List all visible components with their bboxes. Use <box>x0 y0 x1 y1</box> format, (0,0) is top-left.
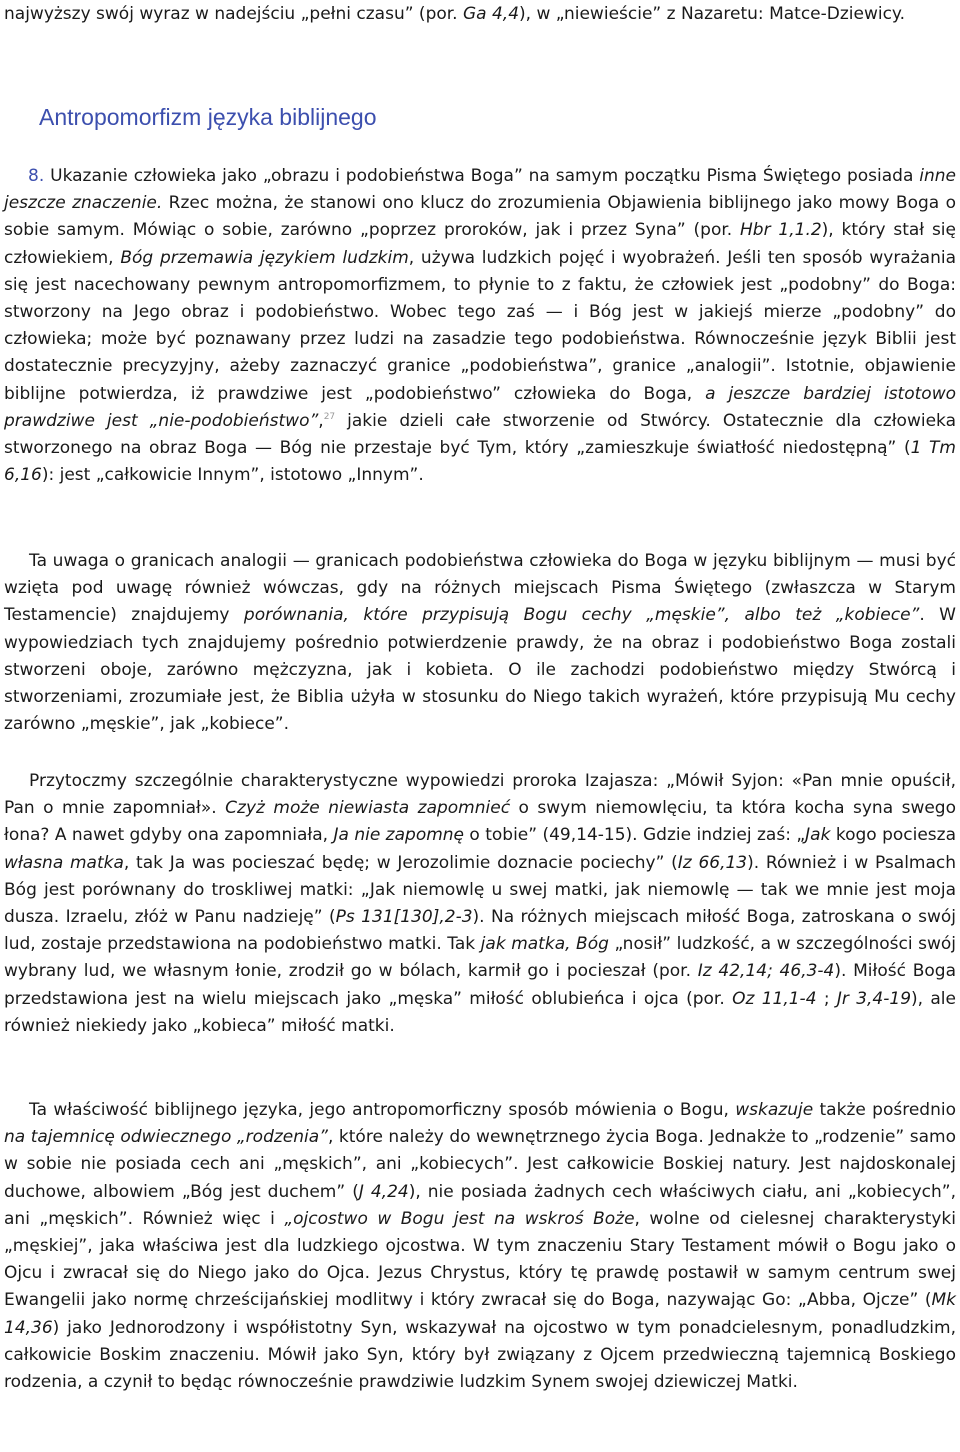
footnote-marker[interactable]: 27 <box>323 411 336 422</box>
bible-reference: J 4,24 <box>358 1181 409 1202</box>
bible-reference: 1 Tm 6,16 <box>4 438 956 486</box>
bible-reference: Oz 11,1-4 <box>732 988 817 1009</box>
emphasis: Jak <box>805 825 831 846</box>
emphasis: Ja nie zapomnę <box>333 825 465 846</box>
emphasis: Czyż może niewiasta zapomnieć <box>225 798 511 819</box>
bible-reference: Iz 42,14; 46,3-4 <box>697 961 835 982</box>
bible-reference: Ga 4,4 <box>463 4 520 24</box>
emphasis: Bóg przemawia językiem ludzkim <box>120 247 409 268</box>
paragraph-analogy-limits: Ta uwaga o granicach analogii — granicach podobieństwa człowieka do Boga w języku biblijnym — musi być wzięta pod uwagę również wówczas, gdy na różnych miejscach Pisma Świętego (zwłaszcza w Starym Testamencie) znajdujemy porównania, które przypisują Bogu cechy „męskie”, albo też „kobiece”. W wypowiedziach tych znajdujemy pośrednio potwierdzenie prawdy, że na obraz i podobieństwo Boga zostali stworzeni oboje, zarówno mężczyzna, jak i kobieta. O ile zachodzi podobieństwo między Stwórcą i stworzeniami, zrozumiałe jest, że Biblia użyła w stosunku do Niego takich wyrażeń, które przypisują Mu cechy zarówno „męskie”, jak „kobiece”. <box>4 551 956 735</box>
paragraph-divine-begetting: Ta właściwość biblijnego języka, jego antropomorficzny sposób mówienia o Bogu, wskazuje także pośrednio na tajemnicę odwiecznego „rodzenia”, które należy do wewnętrznego życia Boga. Jednakże to „rodzenie” samo w sobie nie posiada cech ani „męskich”, ani „kobiecych”. Jest całkowicie Boskiej natury. Jest najdoskonalej duchowe, albowiem „Bóg jest duchem” (J 4,24), nie posiada żadnych cech właściwych ciału, ani „kobiecych”, ani „męskich”. Również więc i „ojcostwo w Bogu jest na wskroś Boże, wolne od cielesnej charakterystyki „męskiej”, jaka właściwa jest dla ludzkiego ojcostwa. W tym znaczeniu Stary Testament mówił o Bogu jako o Ojcu i zwracał się do Niego jako do Ojca. Jezus Chrystus, który tę prawdę postawił w samym centrum swej Ewangelii jako normę chrześcijańskiej modlitwy i który zwracał się do Boga, nazywając Go: „Abba, Ojcze” (Mk 14,36) jako Jednorodzony i współistotny Syn, wskazywał na ojcostwo w tym ponadcielesnym, ponadludzkim, całkowicie Boskim znaczeniu. Mówił jako Syn, który był związany z Ojcem przedwieczną tajemnicą Boskiego rodzenia, a czynił to będąc równocześnie prawdziwie ludzkim Synem swojej dziewiczej Matki. <box>4 1100 956 1393</box>
emphasis: wskazuje <box>735 1100 814 1120</box>
bible-reference: Hbr 1,1.2 <box>740 220 822 241</box>
emphasis: własna matka <box>4 852 124 873</box>
emphasis: inne jeszcze znaczenie. <box>4 166 956 214</box>
emphasis: a jeszcze bardziej istotowo prawdziwe jest „nie-podobieństwo” <box>4 383 956 431</box>
section-heading: Antropomorfizm języka biblijnego <box>39 104 377 130</box>
paragraph-isaiah-quotes: Przytoczmy szczególnie charakterystyczne wypowiedzi proroka Izajasza: „Mówił Syjon: «Pan mnie opuścił, Pan o mnie zapomniał». Czyż może niewiasta zapomnieć o swym niemowlęciu, ta która kocha syna swego łona? A nawet gdyby ona zapomniała, Ja nie zapomnę o tobie” (49,14-15). Gdzie indziej zaś: „Jak kogo pociesza własna matka, tak Ja was pocieszać będę; w Jerozolimie doznacie pociechy” (Iz 66,13). Również i w Psalmach Bóg jest porównany do troskliwej matki: „Jak niemowlę u swej matki, jak niemowlę — tak we mnie jest moja dusza. Izraelu, złóż w Panu nadzieję” (Ps 131[130],2-3). Na różnych miejscach miłość Boga, zatroskana o swój lud, zostaje przedstawiona na podobieństwo matki. Tak jak matka, Bóg „nosił” ludzkość, a w szczególności swój wybrany lud, we własnym łonie, zrodził go w bólach, karmił go i pocieszał (por. Iz 42,14; 46,3-4). Miłość Boga przedstawiona jest na wielu miejscach jako „męska” miłość oblubieńca i ojca (por. Oz 11,1-4 ; Jr 3,4-19), ale również niekiedy jako „kobieca” miłość matki. <box>4 771 957 1036</box>
emphasis: „ojcostwo w Bogu jest na wskroś Boże <box>284 1208 635 1229</box>
bible-reference: Mk 14,36 <box>4 1290 956 1338</box>
emphasis: jak matka, Bóg <box>480 934 609 955</box>
paragraph-number: 8. <box>28 166 45 186</box>
paragraph-8: 8. Ukazanie człowieka jako „obrazu i podobieństwa Boga” na samym początku Pisma Świętego posiada inne jeszcze znaczenie. Rzec można, że stanowi ono klucz do zrozumienia Objawienia biblijnego jako mowy Boga o sobie samym. Mówiąc o sobie, zarówno „poprzez proroków, jak i przez Syna” (por. Hbr 1,1.2), który stał się człowiekiem, Bóg przemawia językiem ludzkim, używa ludzkich pojęć i wyobrażeń. Jeśli ten sposób wyrażania się jest nacechowany pewnym antropomorfizmem, to płynie to z faktu, że człowiek jest „podobny” do Boga: stworzony na Jego obraz i podobieństwo. Wobec tego zaś — i Bóg jest w jakiejś mierze „podobny” do człowieka; może być poznawany przez ludzi na zasadzie tego podobieństwa. Równocześnie język Biblii jest dostatecznie precyzyjny, ażeby zaznaczyć granice „podobieństwa”, granice „analogii”. Istotnie, objawienie biblijne potwierdza, iż prawdziwe jest „podobieństwo” człowieka do Boga, a jeszcze bardziej istotowo prawdziwe jest „nie-podobieństwo”,$^{27}$ jakie dzieli całe stworzenie od Stwórcy. Ostatecznie dla człowieka stworzonego na obraz Boga — Bóg nie przestaje być Tym, który „zamieszkuje światłość niedostępną” (1 Tm 6,16): jest „całkowicie Innym”, istotowo „Innym”. <box>4 166 957 486</box>
bible-reference: Iz 66,13 <box>677 852 748 873</box>
emphasis: porównania, które przypisują Bogu cechy „męskie”, albo też „kobiece” <box>243 605 920 626</box>
bible-reference: Ps 131[130],2-3 <box>335 907 473 928</box>
emphasis: na tajemnicę odwiecznego „rodzenia” <box>4 1127 328 1148</box>
bible-reference: Jr 3,4-19 <box>836 988 912 1009</box>
paragraph-intro-continuation: najwyższy swój wyraz w nadejściu „pełni czasu” (por. Ga 4,4), w „niewieście” z Nazaretu: Matce-Dziewicy. <box>4 4 905 24</box>
